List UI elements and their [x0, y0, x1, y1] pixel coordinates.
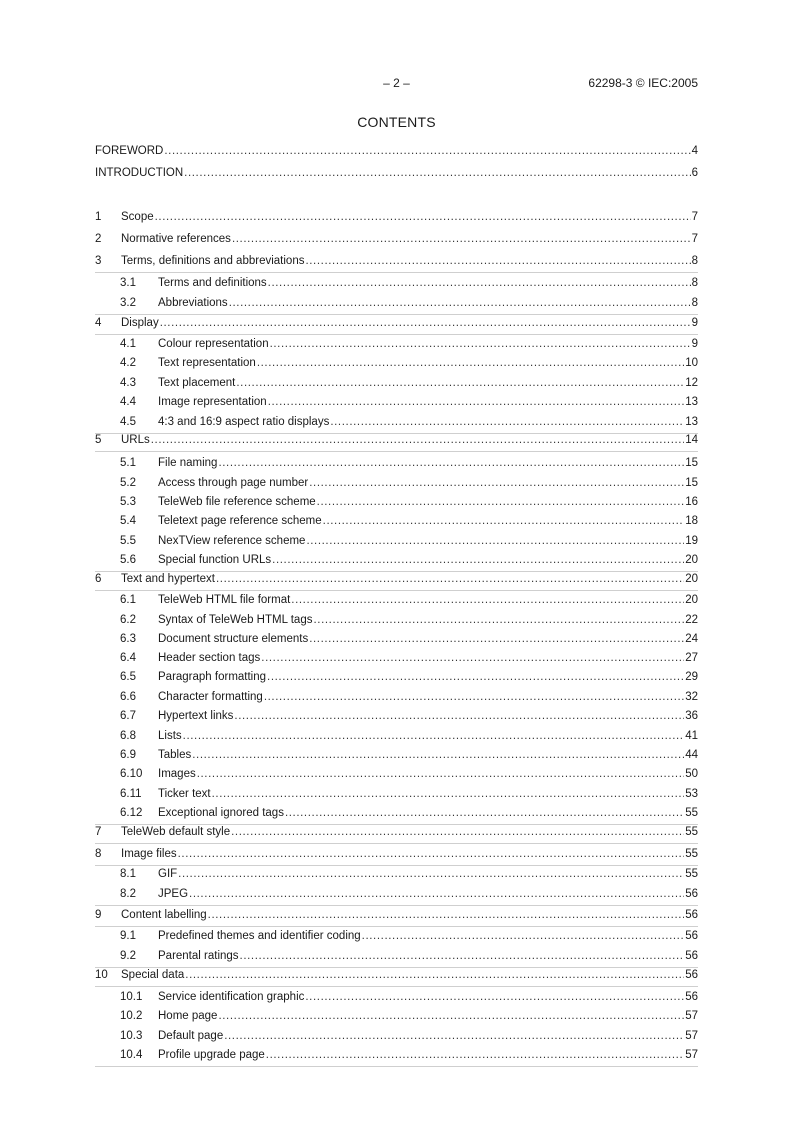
toc-entry-page: 7 — [691, 211, 698, 223]
toc-entry-page: 53 — [685, 788, 698, 800]
toc-entry[interactable] — [120, 477, 698, 493]
dot-leader — [234, 710, 684, 722]
dot-leader — [178, 868, 684, 880]
toc-entry-page: 55 — [685, 868, 698, 880]
toc-entry-title: Text representation — [158, 357, 256, 369]
row-divider — [95, 986, 698, 987]
toc-entry-title: NexTView reference scheme — [158, 535, 306, 547]
toc-entry[interactable] — [120, 991, 698, 1007]
toc-entry[interactable] — [95, 145, 698, 161]
toc-entry-title: Service identification graphic — [158, 991, 305, 1003]
toc-entry-title: Normative references — [121, 233, 231, 245]
page-number: – 2 – — [383, 76, 410, 90]
toc-entry-page: 16 — [685, 496, 698, 508]
toc-entry-page: 32 — [685, 691, 698, 703]
toc-entry-title: JPEG — [158, 888, 189, 900]
toc-entry[interactable] — [120, 297, 698, 313]
toc-entry-number: 5 — [95, 434, 102, 446]
row-divider — [95, 334, 698, 335]
toc-entry[interactable] — [120, 888, 698, 904]
toc-entry[interactable] — [120, 691, 698, 707]
toc-entry[interactable] — [95, 826, 698, 842]
dot-leader — [317, 496, 685, 508]
toc-entry-title: Syntax of TeleWeb HTML tags — [158, 614, 313, 626]
toc-entry-title: Exceptional ignored tags — [158, 807, 284, 819]
toc-entry-page: 56 — [685, 930, 698, 942]
toc-entry[interactable] — [95, 233, 698, 249]
toc-entry-number: 8.1 — [120, 868, 136, 880]
toc-entry[interactable] — [120, 868, 698, 884]
row-divider — [95, 905, 698, 906]
toc-entry-page: 13 — [685, 416, 698, 428]
toc-entry[interactable] — [120, 396, 698, 412]
toc-entry-title: TeleWeb HTML file format — [158, 594, 291, 606]
toc-entry-page: 14 — [685, 434, 698, 446]
row-divider — [95, 824, 698, 825]
toc-entry[interactable] — [95, 909, 698, 925]
toc-entry[interactable] — [120, 671, 698, 687]
toc-entry-number: 10.1 — [120, 991, 143, 1003]
dot-leader — [309, 633, 684, 645]
toc-entry-title: INTRODUCTION — [95, 167, 184, 179]
toc-entry-number: 10 — [95, 969, 108, 981]
dot-leader — [257, 357, 684, 369]
toc-entry-number: 4.5 — [120, 416, 136, 428]
toc-entry-title: Image files — [121, 848, 177, 860]
dot-leader — [236, 377, 684, 389]
toc-entry-title: Content labelling — [121, 909, 207, 921]
toc-entry-page: 56 — [685, 950, 698, 962]
toc-entry-page: 8 — [691, 255, 698, 267]
toc-entry-page: 15 — [685, 477, 698, 489]
toc-entry-page: 50 — [685, 768, 698, 780]
toc-entry-page: 4 — [691, 145, 698, 157]
toc-entry-title: Scope — [121, 211, 154, 223]
toc-entry[interactable] — [120, 652, 698, 668]
toc-entry[interactable] — [120, 1030, 698, 1046]
toc-entry-title: Ticker text — [158, 788, 211, 800]
dot-leader — [231, 826, 684, 838]
dot-leader — [218, 457, 684, 469]
toc-entry-number: 7 — [95, 826, 102, 838]
toc-entry-number: 6.1 — [120, 594, 136, 606]
toc-entry-page: 15 — [685, 457, 698, 469]
toc-entry[interactable] — [120, 749, 698, 765]
toc-entry-page: 55 — [685, 807, 698, 819]
toc-entry-title: Special data — [121, 969, 185, 981]
toc-entry-number: 6.3 — [120, 633, 136, 645]
dot-leader — [208, 909, 685, 921]
toc-entry-number: 4.3 — [120, 377, 136, 389]
dot-leader — [155, 211, 691, 223]
toc-entry-number: 3.1 — [120, 277, 136, 289]
row-divider — [95, 272, 698, 273]
toc-entry[interactable] — [120, 950, 698, 966]
dot-leader — [197, 768, 684, 780]
toc-entry-page: 27 — [685, 652, 698, 664]
dot-leader — [306, 535, 684, 547]
toc-entry-title: FOREWORD — [95, 145, 164, 157]
toc-entry[interactable] — [120, 807, 698, 823]
toc-entry-page: 55 — [685, 826, 698, 838]
toc-entry-number: 4.4 — [120, 396, 136, 408]
toc-entry-number: 4 — [95, 317, 102, 329]
toc-entry-page: 22 — [685, 614, 698, 626]
toc-entry-page: 56 — [685, 888, 698, 900]
toc-entry-page: 36 — [685, 710, 698, 722]
toc-entry-number: 6.11 — [120, 788, 142, 800]
toc-entry[interactable] — [120, 710, 698, 726]
toc-entry-title: Character formatting — [158, 691, 263, 703]
toc-entry-title: Parental ratings — [158, 950, 239, 962]
toc-entry-page: 6 — [691, 167, 698, 179]
toc-entry-title: TeleWeb default style — [121, 826, 231, 838]
row-divider — [95, 1066, 698, 1067]
toc-entry-number: 3.2 — [120, 297, 136, 309]
toc-entry-title: Abbreviations — [158, 297, 228, 309]
dot-leader — [224, 1030, 684, 1042]
toc-entry-title: Document structure elements — [158, 633, 309, 645]
toc-entry-number: 6 — [95, 573, 102, 585]
toc-entry-title: Hypertext links — [158, 710, 234, 722]
dot-leader — [330, 416, 684, 428]
toc-entry-page: 20 — [685, 554, 698, 566]
toc-entry-number: 10.3 — [120, 1030, 143, 1042]
dot-leader — [266, 1049, 684, 1061]
toc-entry[interactable] — [95, 211, 698, 227]
contents-title: CONTENTS — [357, 114, 436, 130]
toc-entry-title: Text placement — [158, 377, 236, 389]
dot-leader — [261, 652, 684, 664]
dot-leader — [309, 477, 684, 489]
toc-entry-page: 9 — [691, 338, 698, 350]
toc-entry-page: 55 — [685, 848, 698, 860]
toc-entry-page: 8 — [691, 297, 698, 309]
dot-leader — [268, 277, 691, 289]
row-divider — [95, 451, 698, 452]
toc-entry[interactable] — [120, 357, 698, 373]
toc-entry-page: 13 — [685, 396, 698, 408]
dot-leader — [216, 573, 684, 585]
toc-entry[interactable] — [120, 594, 698, 610]
toc-entry-number: 6.12 — [120, 807, 143, 819]
toc-entry-title: Images — [158, 768, 196, 780]
toc-entry-number: 6.6 — [120, 691, 136, 703]
toc-entry[interactable] — [120, 768, 698, 784]
toc-entry-page: 56 — [685, 991, 698, 1003]
dot-leader — [264, 691, 684, 703]
dot-leader — [272, 554, 684, 566]
toc-entry-number: 2 — [95, 233, 102, 245]
toc-entry-number: 5.1 — [120, 457, 136, 469]
toc-entry[interactable] — [95, 255, 698, 271]
toc-entry-title: Teletext page reference scheme — [158, 515, 322, 527]
toc-entry-title: URLs — [121, 434, 150, 446]
toc-entry-title: File naming — [158, 457, 218, 469]
toc-entry-page: 20 — [685, 594, 698, 606]
toc-entry[interactable] — [120, 457, 698, 473]
toc-entry[interactable] — [120, 930, 698, 946]
toc-entry-title: Special function URLs — [158, 554, 272, 566]
toc-entry-number: 5.3 — [120, 496, 136, 508]
toc-entry-number: 9 — [95, 909, 102, 921]
toc-entry-title: Header section tags — [158, 652, 261, 664]
toc-entry-page: 20 — [685, 573, 698, 585]
row-divider — [95, 926, 698, 927]
toc-entry-title: Tables — [158, 749, 192, 761]
toc-entry[interactable] — [120, 277, 698, 293]
dot-leader — [229, 297, 691, 309]
toc-entry-title: Lists — [158, 730, 182, 742]
toc-entry-number: 6.2 — [120, 614, 136, 626]
dot-leader — [305, 255, 690, 267]
toc-entry[interactable] — [120, 535, 698, 551]
toc-entry-title: Predefined themes and identifier coding — [158, 930, 361, 942]
toc-entry-number: 8.2 — [120, 888, 136, 900]
toc-entry[interactable] — [95, 848, 698, 864]
dot-leader — [267, 671, 684, 683]
toc-entry-number: 6.8 — [120, 730, 136, 742]
toc-entry-title: Text and hypertext — [121, 573, 215, 585]
toc-entry-title: Colour representation — [158, 338, 269, 350]
dot-leader — [189, 888, 684, 900]
row-divider — [95, 967, 698, 968]
dot-leader — [183, 730, 685, 742]
toc-entry-number: 4.1 — [120, 338, 136, 350]
dot-leader — [305, 991, 684, 1003]
toc-entry-number: 5.4 — [120, 515, 136, 527]
toc-entry-number: 1 — [95, 211, 102, 223]
toc-entry-number: 9.1 — [120, 930, 136, 942]
dot-leader — [323, 515, 685, 527]
row-divider — [95, 843, 698, 844]
dot-leader — [192, 749, 684, 761]
toc-entry-page: 7 — [691, 233, 698, 245]
toc-entry-number: 10.2 — [120, 1010, 143, 1022]
dot-leader — [178, 848, 685, 860]
toc-entry-title: Terms, definitions and abbreviations — [121, 255, 305, 267]
toc-entry-page: 10 — [685, 357, 698, 369]
dot-leader — [218, 1010, 684, 1022]
toc-entry-number: 9.2 — [120, 950, 136, 962]
toc-entry[interactable] — [120, 1049, 698, 1065]
toc-entry-number: 6.5 — [120, 671, 136, 683]
toc-entry[interactable] — [95, 969, 698, 985]
dot-leader — [160, 317, 691, 329]
toc-entry-page: 18 — [685, 515, 698, 527]
toc-entry[interactable] — [120, 496, 698, 512]
dot-leader — [362, 930, 685, 942]
toc-entry-page: 24 — [685, 633, 698, 645]
row-divider — [95, 590, 698, 591]
toc-entry-page: 57 — [685, 1030, 698, 1042]
toc-entry-page: 9 — [691, 317, 698, 329]
dot-leader — [185, 969, 684, 981]
row-divider — [95, 314, 698, 315]
toc-entry-title: GIF — [158, 868, 178, 880]
dot-leader — [184, 167, 690, 179]
dot-leader — [164, 145, 690, 157]
toc-entry-title: Profile upgrade page — [158, 1049, 265, 1061]
toc-entry-page: 56 — [685, 909, 698, 921]
toc-entry-title: Access through page number — [158, 477, 309, 489]
toc-entry-number: 4.2 — [120, 357, 136, 369]
toc-entry-title: Terms and definitions — [158, 277, 267, 289]
toc-entry[interactable] — [120, 1010, 698, 1026]
dot-leader — [240, 950, 685, 962]
toc-entry-title: Display — [121, 317, 159, 329]
toc-entry[interactable] — [120, 614, 698, 630]
toc-entry-number: 5.6 — [120, 554, 136, 566]
toc-entry[interactable] — [95, 573, 698, 589]
toc-entry-number: 5.2 — [120, 477, 136, 489]
toc-entry-title: Default page — [158, 1030, 224, 1042]
row-divider — [95, 571, 698, 572]
dot-leader — [291, 594, 684, 606]
toc-entry-page: 8 — [691, 277, 698, 289]
toc-entry[interactable] — [95, 167, 698, 183]
toc-entry[interactable] — [120, 377, 698, 393]
toc-entry[interactable] — [120, 338, 698, 354]
dot-leader — [270, 338, 691, 350]
document-id: 62298-3 © IEC:2005 — [588, 76, 698, 90]
toc-entry-title: Home page — [158, 1010, 218, 1022]
row-divider — [95, 865, 698, 866]
dot-leader — [313, 614, 684, 626]
toc-entry-page: 57 — [685, 1010, 698, 1022]
row-divider — [95, 433, 698, 434]
toc-entry[interactable] — [120, 416, 698, 432]
toc-entry[interactable] — [95, 434, 698, 450]
toc-entry-page: 57 — [685, 1049, 698, 1061]
toc-entry-number: 10.4 — [120, 1049, 143, 1061]
toc-entry-title: 4:3 and 16:9 aspect ratio displays — [158, 416, 330, 428]
toc-entry-number: 6.4 — [120, 652, 136, 664]
toc-entry-title: Image representation — [158, 396, 267, 408]
dot-leader — [285, 807, 684, 819]
toc-entry[interactable] — [120, 515, 698, 531]
dot-leader — [232, 233, 691, 245]
toc-entry-title: TeleWeb file reference scheme — [158, 496, 316, 508]
toc-entry-number: 6.9 — [120, 749, 136, 761]
toc-entry-page: 19 — [685, 535, 698, 547]
dot-leader — [212, 788, 685, 800]
toc-entry-page: 12 — [685, 377, 698, 389]
toc-entry-title: Paragraph formatting — [158, 671, 267, 683]
toc-entry-number: 8 — [95, 848, 102, 860]
toc-entry-number: 6.7 — [120, 710, 136, 722]
dot-leader — [268, 396, 685, 408]
toc-entry-page: 29 — [685, 671, 698, 683]
toc-entry-number: 5.5 — [120, 535, 136, 547]
toc-entry[interactable] — [120, 730, 698, 746]
toc-entry[interactable] — [120, 554, 698, 570]
toc-entry[interactable] — [95, 317, 698, 333]
toc-entry-number: 6.10 — [120, 768, 143, 780]
toc-entry[interactable] — [120, 788, 698, 804]
toc-entry-number: 3 — [95, 255, 102, 267]
toc-entry-page: 41 — [685, 730, 698, 742]
toc-entry-page: 44 — [685, 749, 698, 761]
dot-leader — [151, 434, 684, 446]
toc-entry[interactable] — [120, 633, 698, 649]
toc-entry-page: 56 — [685, 969, 698, 981]
